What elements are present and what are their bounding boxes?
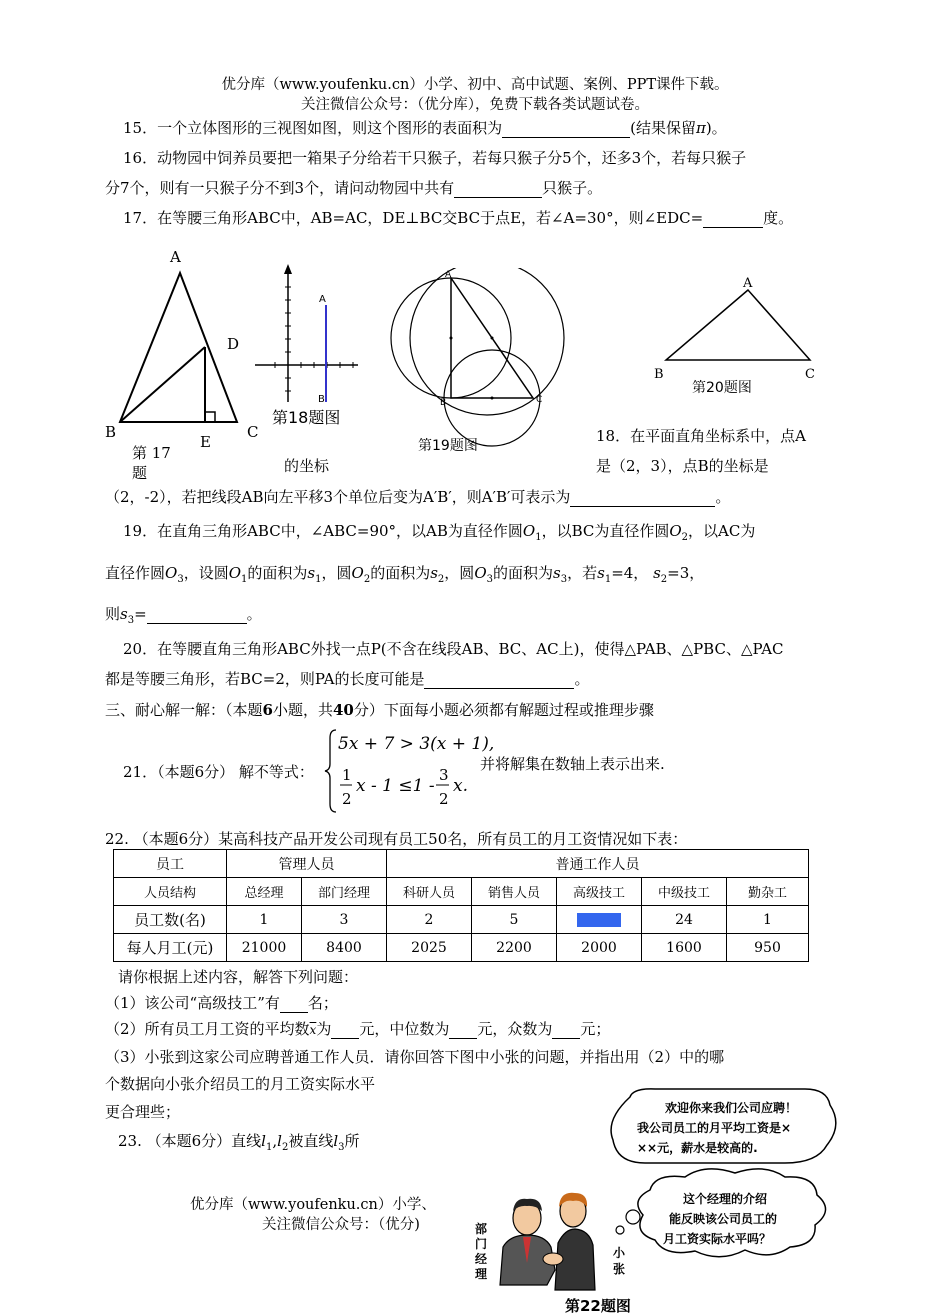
q15-text: 15．一个立体图形的三视图如图，则这个图形的表面积为 [123,119,503,137]
q22-mean-blank [331,1020,359,1039]
label-manager-1: 部 [475,1222,488,1236]
table-cell: 总经理 [227,878,302,906]
q19-s1b: s [597,564,605,582]
label-manager-2: 门 [475,1237,488,1251]
table-cell: 部门经理 [302,878,387,906]
fig20-label-b: B [654,367,664,382]
q23-l3: l [333,1132,339,1150]
label-zhang-1: 小 [613,1246,626,1260]
q19-l1b: ，以BC为直径作圆 [541,522,670,540]
question-18-line-3 [105,486,730,507]
thought-dot-2 [616,1226,624,1234]
q19-o2-sub: 2 [681,532,689,543]
table-cell: 2000 [557,934,642,962]
bubble-manager-line-1: 欢迎你来我们公司应聘！ [665,1101,798,1115]
q22-median-blank [449,1020,477,1039]
header-line-1: 优分库（www.youfenku.cn）小学、初中、高中试题、案例、PPT课件下载。 [221,77,729,93]
q22-ask: 请你根据上述内容，解答下列问题： [118,968,359,986]
table-cell: 3 [302,906,387,934]
table-cell: 员工 [114,850,227,878]
table-cell: 8400 [302,934,387,962]
q22-part-3-line-1: （3）小张到这家公司应聘普通工作人员．请你回答下图中小张的问题，并指出用（2）中的哪 [105,1048,725,1066]
question-19-line-1 [123,520,755,543]
q22-p2d: 元，众数为 [477,1020,553,1038]
fig20-label-a: A [743,276,753,291]
table-cell: 科研人员 [387,878,472,906]
q17-answer-blank [703,209,763,228]
table-cell: 人员结构 [114,878,227,906]
fig17-triangle [120,273,240,422]
q19-l3a: 则 [105,605,121,623]
q20-answer-blank [424,670,574,689]
q23-l1-sub: 1 [265,1142,273,1153]
sec3-n: 6 [262,701,273,719]
question-16-line-2 [105,177,602,198]
table-row [114,878,809,906]
table-row [114,934,809,962]
label-manager-4: 理 [475,1267,488,1281]
q21-brace [325,730,336,812]
q19-o3-sub: 3 [177,574,184,585]
table-cell: 24 [642,906,727,934]
q19-s1b-sub: 1 [604,574,612,585]
q19-l3b: = [134,605,147,623]
q19-l2d: ，圆 [321,564,352,582]
fig22-caption: 第22题图 [565,1297,631,1315]
q21-frac1-den: 2 [342,790,352,808]
fig19-label-b: B [440,398,447,408]
fig17-label-a: A [170,248,181,266]
fig17-label-e: E [200,433,211,451]
manager-figure [500,1199,555,1285]
q22-mode-blank [552,1020,580,1039]
q19-o3b-sub: 3 [486,574,493,585]
q19-s3: s [553,564,561,582]
bubble-zhang-line-1: 这个经理的介绍 [683,1192,768,1206]
table-cell: 2025 [387,934,472,962]
q19-s3b: s [120,605,128,623]
question-19-line-2 [105,562,704,585]
q19-answer-blank [147,605,247,624]
question-18-line-2: 是（2，3），点B的坐标是 [596,457,769,475]
question-19-line-3 [105,603,262,626]
q19-l2a: 直径作圆 [105,564,166,582]
section-3-heading [105,699,654,720]
question-20-line-2 [105,668,589,689]
q22-part-3-line-3: 更合理些； [105,1103,181,1121]
q16-tail: 只猴子。 [542,179,603,197]
fig18-label-a: A [319,294,326,305]
table-cell: 1600 [642,934,727,962]
q15-end: )。 [705,119,727,137]
label-zhang-2: 张 [613,1262,626,1276]
figure-17 [100,240,270,480]
q22-p2a: （2）所有员工月工资的平均数 [105,1020,310,1038]
question-15 [123,117,727,138]
blue-redaction-box [577,913,621,927]
question-16-line-1: 16．动物园中饲养员要把一箱果子分给若干只猴子，若每只猴子分5个，还多3个，若每只猴子 [123,149,747,167]
question-17 [123,207,793,228]
q19-o1b: O [228,564,242,582]
q17-text: 17．在等腰三角形ABC中，AB=AC，DE⊥BC交BC于点E，若∠A=30°，则∠EDC= [123,209,704,227]
bubble-zhang-line-2: 能反映该公司员工的 [669,1212,778,1226]
label-manager-3: 经 [475,1252,488,1266]
q23-l2-sub: 2 [281,1142,289,1153]
table-cell: 21000 [227,934,302,962]
bubble-manager-line-2: 我公司员工的月平均工资是× [637,1121,792,1135]
q19-s3b-sub: 3 [127,615,135,626]
q20-end: 。 [574,670,590,688]
q19-l2g: 的面积为 [493,564,554,582]
q22-p1a: （1）该公司“高级技工”有 [105,994,280,1012]
header-line-2: 关注微信公众号：（优分库），免费下载各类试题试卷。 [301,97,649,113]
q19-l2c: 的面积为 [247,564,308,582]
table-row [114,850,809,878]
q19-s2b-sub: 2 [660,574,668,585]
q19-o1: O [522,522,536,540]
q19-l2j: =3， [667,564,705,582]
fig17-label-b: B [105,423,117,441]
q21-frac2-den: 2 [439,790,449,808]
q23-a: 23. （本题6分）直线 [118,1132,262,1150]
question-22-intro: 22. （本题6分）某高科技产品开发公司现有员工50名，所有员工的月工资情况如下表： [105,830,688,848]
q22-part-1 [105,992,338,1013]
fig17-segment-bd [120,347,205,422]
q21-ineq-2-end: x. [453,776,468,796]
q20-line2-text: 都是等腰三角形，若BC=2，则PA的长度可能是 [105,670,425,688]
q19-l2b: ，设圆 [183,564,229,582]
q22-part-3-line-2: 个数据向小张介绍员工的月工资实际水平 [105,1075,376,1093]
table-row [114,906,809,934]
table-cell: 每人月工(元) [114,934,227,962]
q19-l2f: ，圆 [444,564,475,582]
q22-p2c: 元，中位数为 [359,1020,450,1038]
q21-frac2-num: 3 [439,766,449,784]
fig19-center-o1 [450,337,453,340]
fig17-caption-2: 题 [132,464,148,480]
q22-p2e: 元； [580,1020,611,1038]
q19-s2-sub: 2 [437,574,445,585]
q19-l1a: 19．在直角三角形ABC中，∠ABC=90°，以AB为直径作圆 [123,522,523,540]
q21-inequality-system [322,726,722,816]
fig18-y-arrow [284,264,292,274]
q21-ineq-2-mid: x - 1 ≤1 - [356,776,435,796]
fig20-triangle [666,290,810,360]
sec3-score: 40 [332,701,354,719]
handshake [543,1253,563,1265]
question-21-label: 21．（本题6分） 解不等式： [123,763,314,781]
q16-line2-text: 分7个，则有一只猴子分不到3个，请问动物园中共有 [105,179,455,197]
q19-s3-sub: 3 [560,574,568,585]
table-cell: 管理人员 [227,850,387,878]
fig18-label-b: B [318,394,325,405]
q22-p2b: 为 [316,1020,332,1038]
q15-answer-blank [502,119,630,138]
q19-s1-sub: 1 [315,574,322,585]
q19-l1c: ，以AC为 [688,522,756,540]
q19-o1-sub: 1 [535,532,542,543]
table-cell: 2 [387,906,472,934]
q22-p1-blank [280,994,308,1013]
q23-l2: l [277,1132,282,1150]
figure-22-cartoon [455,1085,855,1316]
footer-line-2: 关注微信公众号：（优分) [262,1217,420,1233]
table-cell: 高级技工 [557,878,642,906]
footer-line-1: 优分库（www.youfenku.cn）小学、 [190,1197,436,1213]
bubble-manager-line-3: ××元，薪水是较高的. [637,1141,758,1155]
q21-frac1-num: 1 [342,766,352,784]
q23-l1: l [261,1132,266,1150]
fig17-label-c: C [247,423,259,441]
fig19-caption: 第19题图 [418,438,478,454]
q19-o1b-sub: 1 [241,574,248,585]
table-cell: 1 [727,906,809,934]
q23-b: 被直线 [288,1132,334,1150]
fig17-label-d: D [227,335,240,353]
fig19-label-c: C [536,395,543,405]
table-cell: 5 [472,906,557,934]
fig20-label-c: C [805,367,815,382]
zhang-figure [555,1193,595,1290]
fig17-right-angle-mark [205,412,215,422]
q19-s1: s [307,564,316,582]
q21-ineq-1: 5x + 7 > 3(x + 1), [338,734,495,754]
table-cell: 中级技工 [642,878,727,906]
fig18-ticks [275,287,353,391]
sec3-a: 三、耐心解一解：（本题 [105,701,263,719]
sec3-c: 分）下面每小题必须都有解题过程或推理步骤 [353,701,654,719]
table-cell: 2200 [472,934,557,962]
salary-table [113,849,809,962]
table-cell: 勤杂工 [727,878,809,906]
figure-20 [650,270,825,400]
q19-o2b-sub: 2 [363,574,371,585]
question-20-line-1: 20．在等腰直角三角形ABC外找一点P(不含在线段AB、BC、AC上)，使得△PAB、△PBC、△PAC [123,640,784,658]
q22-part-2 [105,1018,610,1039]
q19-s2b: s [653,564,661,582]
q19-l2h: ，若 [567,564,598,582]
q18-end: 。 [715,488,731,506]
q17-tail: 度。 [763,209,794,227]
table-cell: 950 [727,934,809,962]
table-cell: 销售人员 [472,878,557,906]
table-cell: 员工数(名) [114,906,227,934]
q19-l2i: =4， [611,564,649,582]
q23-l3-sub: 3 [338,1142,345,1153]
sec3-b: 小题，共 [272,701,333,719]
q19-l3c: 。 [246,605,262,623]
q19-o3b: O [474,564,487,582]
q18-answer-blank [570,488,715,507]
bubble-zhang-line-3: 月工资实际水平吗？ [663,1232,772,1246]
question-18-mid: 的坐标 [284,457,330,475]
fig19-center-o2 [491,397,494,400]
fig19-label-a: A [445,270,452,280]
q22-p1b: 名； [307,994,338,1012]
question-18-line-1: 18．在平面直角坐标系中，点A [596,427,806,445]
q19-l2e: 的面积为 [370,564,431,582]
q15-pi: π [695,119,706,137]
figure-19 [388,268,568,458]
q21-tail: 并将解集在数轴上表示出来. [480,755,665,773]
fig17-caption-1: 第 17 [132,444,171,462]
question-23 [118,1130,360,1153]
q19-o2b: O [351,564,364,582]
q23-comma: , [272,1132,278,1150]
table-cell: 普通工作人员 [387,850,809,878]
table-cell-blank-blue [557,906,642,934]
table-cell: 1 [227,906,302,934]
q19-s2: s [430,564,438,582]
q19-o3: O [165,564,178,582]
q19-o2: O [669,522,682,540]
q16-answer-blank [454,179,542,198]
fig18-caption: 第18题图 [272,408,341,427]
q18-line3-text: （2，-2），若把线段AB向左平移3个单位后变为A′B′，则A′B′可表示为 [105,488,571,506]
q15-tail: (结果保留 [630,119,696,137]
q23-c: 所 [344,1132,360,1150]
fig20-caption: 第20题图 [692,380,752,396]
figure-18 [252,262,362,432]
fig19-center-o3 [491,337,494,340]
q22-mean-symbol: $\overline{x}$ [309,1023,317,1037]
thought-dot-1 [626,1210,640,1224]
